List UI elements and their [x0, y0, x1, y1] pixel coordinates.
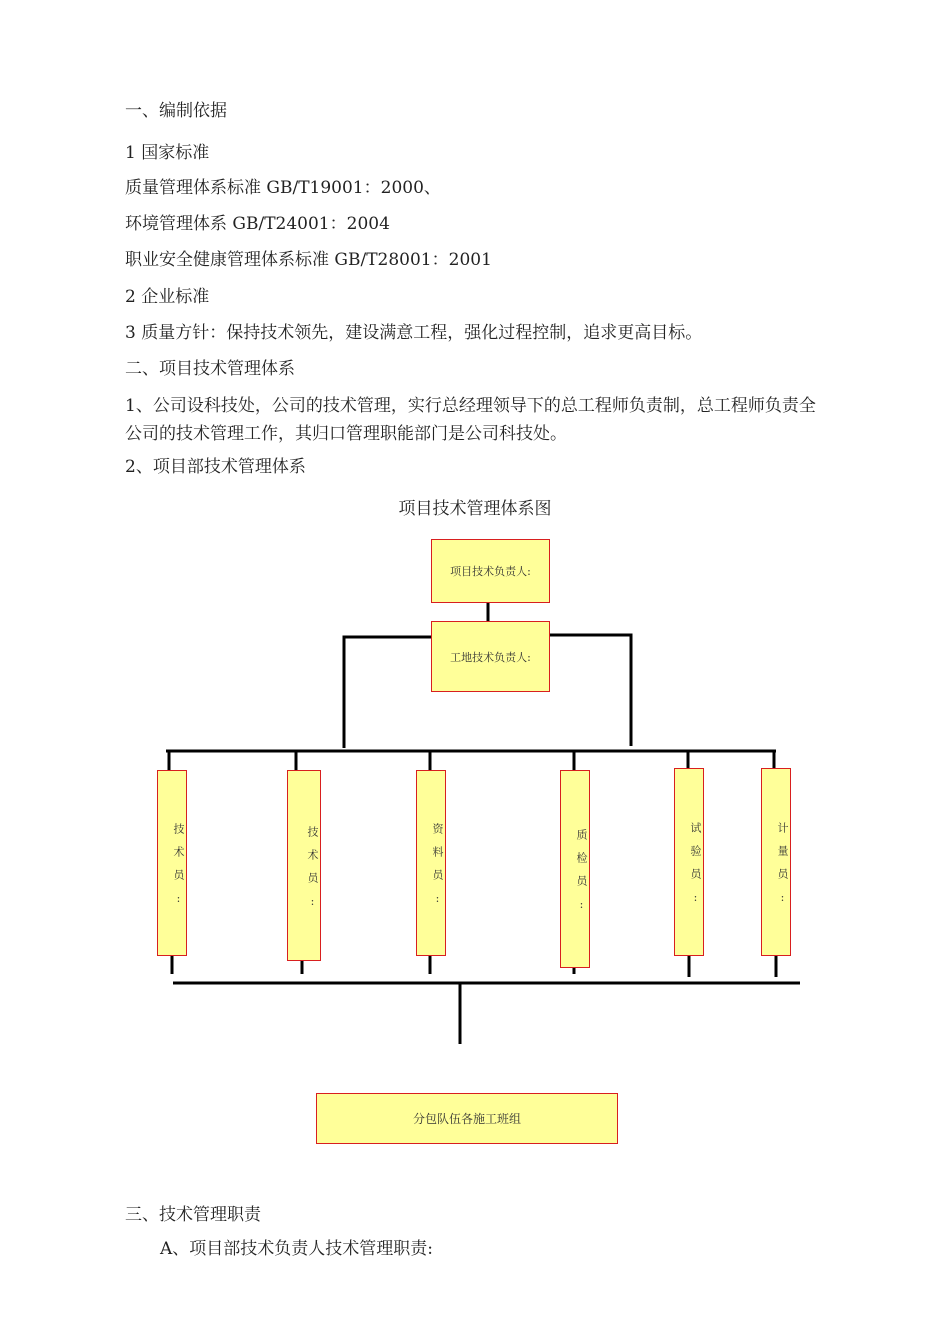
role-box-quality-inspector: 质检员:: [560, 770, 590, 968]
env-standard: 环境管理体系 GB/T24001：2004: [125, 214, 390, 234]
national-standards: 1 国家标准: [125, 143, 210, 163]
role-box-documentation: 资料员:: [416, 770, 446, 956]
duty-a-heading: A、项目部技术负责人技术管理职责:: [160, 1239, 434, 1259]
role-box-tester: 试验员:: [674, 768, 704, 956]
role-box-technician-2: 技术员:: [287, 770, 321, 961]
diagram-title: 项目技术管理体系图: [398, 499, 552, 519]
site-tech-lead-box: 工地技术负责人:: [431, 621, 550, 692]
quality-policy: 3 质量方针：保持技术领先，建设满意工程，强化过程控制，追求更高目标。: [125, 323, 703, 343]
role-box-technician-1: 技术员:: [157, 770, 187, 956]
role-box-metrologist: 计量员:: [761, 768, 791, 956]
quality-standard: 质量管理体系标准 GB/T19001：2000、: [125, 178, 441, 198]
safety-standard: 职业安全健康管理体系标准 GB/T28001：2001: [125, 250, 492, 270]
enterprise-standards: 2 企业标准: [125, 287, 210, 307]
project-tech-lead-box: 项目技术负责人:: [431, 539, 550, 603]
section-2-heading: 二、项目技术管理体系: [125, 359, 295, 379]
company-tech-paragraph: 1、公司设科技处，公司的技术管理，实行总经理领导下的总工程师负责制，总工程师负责全公司的技术管理工作，其归口管理职能部门是公司科技处。: [125, 396, 816, 444]
subcontractor-teams-box: 分包队伍各施工班组: [316, 1093, 618, 1144]
section-1-heading: 一、编制依据: [125, 101, 227, 121]
section-3-heading: 三、技术管理职责: [125, 1205, 261, 1225]
project-system-subheading: 2、项目部技术管理体系: [125, 457, 306, 477]
